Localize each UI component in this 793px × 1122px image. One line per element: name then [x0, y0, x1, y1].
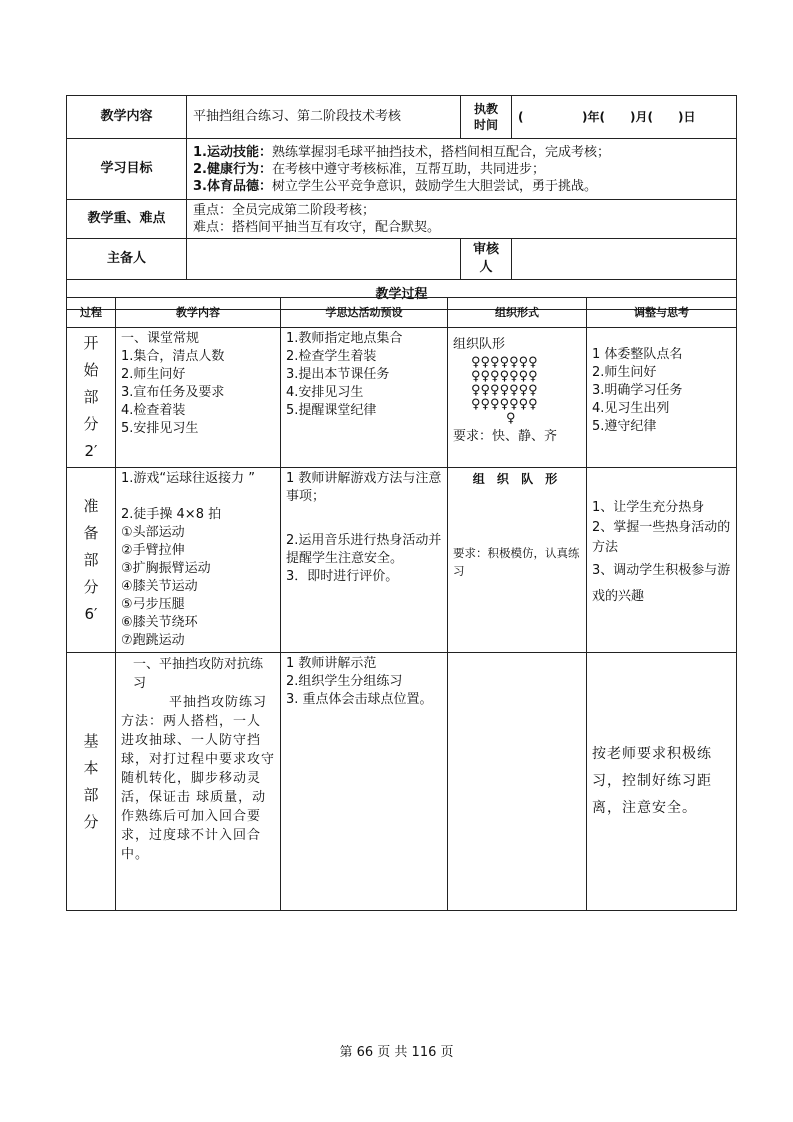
content-value: 平抽挡组合练习、第二阶段技术考核 — [187, 96, 461, 139]
lesson-header-table — [66, 95, 737, 310]
col-header-content: 教学内容 — [116, 298, 281, 328]
goals-list — [187, 139, 737, 200]
prep-organization — [448, 468, 587, 653]
stage-prep: 准 备 部 分 6′ — [67, 468, 116, 653]
col-header-organization: 组织形式 — [448, 298, 587, 328]
basic-content-title: 一、平抽挡攻防对抗练习 — [133, 657, 264, 691]
goal-item: 2.健康行为：在考核中遵守考核标准，互帮互助，共同进步； — [193, 161, 545, 177]
col-header-activity: 学思达活动预设 — [281, 298, 448, 328]
goals-label: 学习目标 — [67, 139, 187, 200]
start-organization — [448, 328, 587, 468]
time-label-line1: 执教 — [474, 102, 499, 116]
col-header-stage: 过程 — [67, 298, 116, 328]
goal-item: 3.体育品德：树立学生公平竞争意识，鼓励学生大胆尝试，勇于挑战。 — [193, 178, 597, 194]
stage-start: 开 始 部 分 2′ — [67, 328, 116, 468]
section-start — [67, 328, 737, 468]
section-basic — [67, 653, 737, 911]
content-label: 教学内容 — [67, 96, 187, 139]
org-requirement: 要求：积极模仿，认真练习 — [453, 546, 580, 578]
start-adjust: 1 体委整队点名 2.师生问好 3.明确学习任务 4.见习生出列 5.遵守纪律 — [587, 328, 737, 468]
prep-content: 1.游戏“运球往返接力 ” 2.徒手操 4×8 拍 ①头部运动 ②手臂拉伸 ③扩胸振臂运动 ④膝关节运动 ⑤弓步压腿 ⑥膝关节绕环 ⑦跑跳运动 — [116, 468, 281, 653]
preparer-value — [187, 239, 461, 280]
teaching-process-table — [66, 297, 737, 911]
preparer-label: 主备人 — [67, 239, 187, 280]
org-title: 组 织 队 形 — [472, 472, 562, 486]
prep-activity: 1 教师讲解游戏方法与注意事项； 2.运用音乐进行热身活动并提醒学生注意安全。 3．即时进行评价。 — [281, 468, 448, 653]
org-requirement: 要求：快、静、齐 — [453, 429, 558, 444]
section-prep — [67, 468, 737, 653]
time-value: ( )年( )月( )日 — [512, 96, 737, 139]
stage-basic: 基 本 部 分 — [67, 653, 116, 911]
basic-activity: 1 教师讲解示范 2.组织学生分组练习 3. 重点体会击球点位置。 — [281, 653, 448, 911]
goal-item: 1.运动技能：熟练掌握羽毛球平抽挡技术，搭档间相互配合，完成考核； — [193, 144, 610, 160]
process-title: 教学过程 — [67, 280, 737, 310]
reviewer-value — [512, 239, 737, 280]
page-footer: 第 66 页 共 116 页 — [339, 1045, 454, 1060]
focus-lines — [187, 200, 737, 239]
prep-adjust: 1、让学生充分热身 2、掌握一些热身活动的方法 3、调动学生积极参与游戏的兴趣 — [587, 468, 737, 653]
formation-figure: ♀♀♀♀♀♀♀ ♀♀♀♀♀♀♀ ♀♀♀♀♀♀♀ ♀♀♀♀♀♀♀ ♀ — [471, 355, 538, 426]
time-label-line2: 时间 — [474, 118, 499, 132]
time-label — [461, 96, 512, 139]
start-activity: 1.教师指定地点集合 2.检查学生着装 3.提出本节课任务 4.安排见习生 5.提醒课堂纪律 — [281, 328, 448, 468]
focus-label: 教学重、难点 — [67, 200, 187, 239]
basic-adjust: 按老师要求积极练习，控制好练习距离，注意安全。 — [587, 653, 737, 911]
start-content: 一、课堂常规 1.集合，清点人数 2.师生问好 3.宣布任务及要求 4.检查着装 5.安排见习生 — [116, 328, 281, 468]
col-header-adjust: 调整与思考 — [587, 298, 737, 328]
focus-key-point: 重点：全员完成第二阶段考核； — [193, 203, 376, 218]
basic-organization — [448, 653, 587, 911]
basic-content-body: 平抽挡攻防练习方法：两人搭档，一人 进攻抽球、一人防守挡球，对打过程中要求攻守随机转化，脚步移动灵活，保证击 球质量，动作熟练后可加入回合要求，过度球不计入回合中。 — [121, 695, 276, 862]
focus-difficulty: 难点：搭档间平抽当互有攻守，配合默契。 — [193, 220, 441, 235]
org-title: 组织队形 — [453, 337, 506, 352]
basic-content — [116, 653, 281, 911]
reviewer-label: 审核人 — [461, 239, 512, 280]
